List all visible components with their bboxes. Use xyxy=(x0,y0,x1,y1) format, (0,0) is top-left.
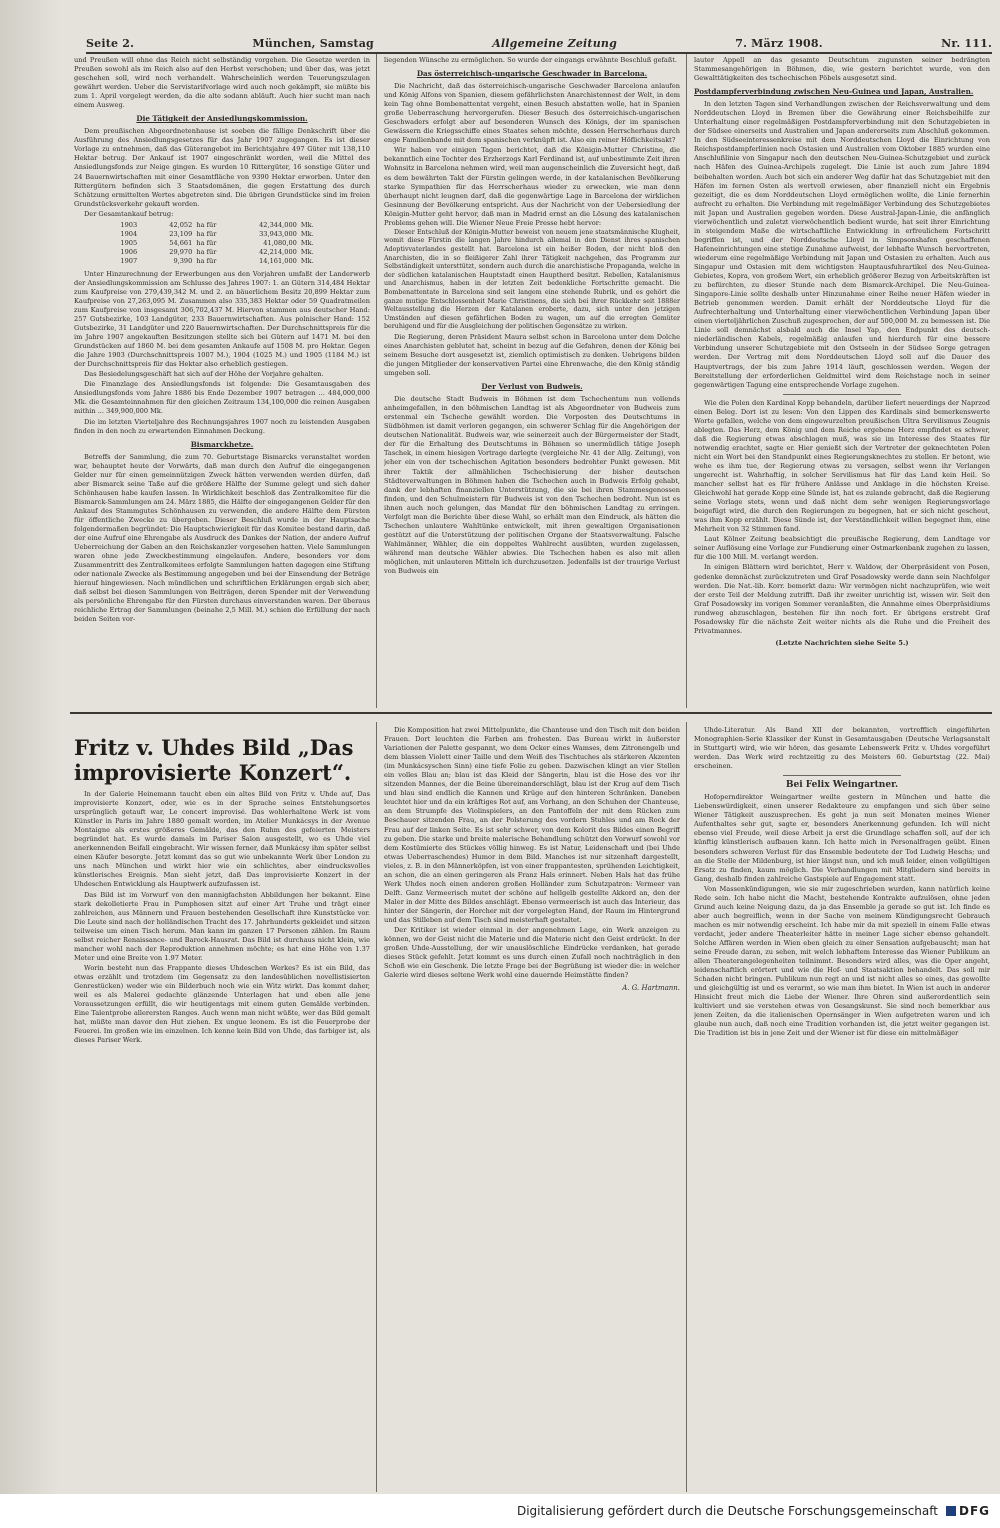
place-date: München, Samstag xyxy=(252,37,374,50)
col1-heading-bismarck: Bismarckhetze. xyxy=(190,439,254,449)
author-signature: A. G. Hartmann. xyxy=(622,984,680,993)
feuilleton-heading-weingartner: Bei Felix Weingartner. xyxy=(785,780,899,791)
purchase-cell-ha: 42,052 xyxy=(169,220,193,229)
purchase-cell-unit-mk: Mk. xyxy=(300,247,314,256)
purchase-cell-mk: 42,214,000 xyxy=(259,247,297,256)
feuilleton-paragraph: Hofoperndirektor Weingartner weilte gestern in München und hatte die Liebenswürdigkeit, einen unserer Redakteure zu empfangen und sich über seine Wiener Tätigkeit auszusprechen. Es geht ja nun seit Monaten meines Wiener Aufenthaltes sehr gut, sagte er, besonders Anerkennung gefunden. Ich will nicht ebenso viel Freude, weil diese Arbeit ja erst die Grundlage schaffen soll, auf der ich künftig künstlerisch aufbauen kann. Ich hatte mich in Personalfragen geübt. Einen besonders schweren Verlust für das Ensemble bedeutete der Tod Ludwig Heschs; und an die Stelle der Mildenburg, ist hier längst nun, und ich muß leider, einen vollgültigen Ersatz zu finden, kaum möglich. Die Verhandlungen mit Mitgliedern sind bereits in Gang, deshalb finden zahlreiche Gastspiele auf Engagement statt. xyxy=(694,793,990,883)
purchase-cell-unit-ha: ha für xyxy=(196,256,217,265)
column-rule xyxy=(686,722,687,1492)
col1-intro: und Preußen will ohne das Reich nicht selbständig vorgehen. Die Gesetze werden in Preußen sowohl als im Reich also auf den Herbst verschoben; und über das, was jetzt geschehen soll, wird noch verhandelt. Wahrscheinlich werden Teuerungszulagen gewährt werden. Ueber die Servistarifvorlage wird auch noch gekämpft, sie müßte bis zum 1. April vorgelegt werden, da die alte sodann abläuft. Auch hier sucht man nach einem Ausweg. xyxy=(74,56,370,110)
feuilleton-paragraph: Von Massenkündigungen, wie sie mir zugeschrieben wurden, kann natürlich keine Rede sein. Ich habe nicht die Macht, bestehende Kontrakte aufzulösen, ohne jeden Grund auch keine Neigung dazu, da ja das Ensemble ja gerade so gut ist. Ich finde es aber auch begreiflich, wenn in der Sache von meinem Kündigungsrecht Gebrauch machen es mir notwendig erscheint. Ich habe mir da mit speziell in einem Falle etwas verdacht, jeder andere Theaterleiter hätte in meiner Lage sicher ebenso gehandelt. Solche Affären werden in Wien eben gleich zu einer Sensation aufgebauscht; man hat seine Freude daran, zu sehen, mit welch lebhaftem Interesse das Wiener Publikum an allen Theaterangelegenheiten teilnimmt. Besonders wird alles, was die Oper angeht, leidenschaftlich erörtert und wie die Hof- und Staatsaktion behandelt. Das soll mir Schaden nicht bringen. Publikum nun regt an und ist nicht alles so eines, das gewollte und gleichgültig ist und es verarmt, so wie man ihm bietet. In Wien ist auch in anderer Hinsicht freut mich die Liebe der Wiener. Ihre Ohren sind außerordentlich sein kultiviert und sie verstehen etwas von Gesangskunst. Sie sind noch bemerkbar aus jenen Zeiten, da die italienischen Opernsänger in Wien aufgetreten waren und ich glaube nun auch, daß noch eine Tradition vorhanden ist, die jetzt weiter gegangen ist. Die Tradition ist bis in jene Zeit und der Wiener ist für diese ein mittelmäßiger xyxy=(694,884,990,1038)
column-2 xyxy=(384,56,680,708)
purchase-cell-mk: 14,161,000 xyxy=(259,256,297,265)
purchase-cell-mk: 33,943,000 xyxy=(259,229,297,238)
purchase-cell-unit-ha: ha für xyxy=(196,229,217,238)
dfg-logo xyxy=(946,1504,990,1518)
col3-paragraph: In einigen Blättern wird berichtet, Herr v. Waldow, der Oberpräsident von Posen, gedenke demnächst zurückzutreten und Graf Posadowsky werde dann sein Nachfolger werden. Die Nat.-lib. Korr. bemerkt dazu: Wir vermögen nicht nachzuprüfen, wie weit der erste Teil der Meldung zutrifft. Daß ihr zweiter unrichtig ist, wissen wir. Seit den Graf Posadowsky im vorigen Sommer veranlaßten, die Annahme eines Oberpräsidiums rundweg abzuschlagen, bestehen für ihn noch fort. Er übrigens erstrebt Graf Posadowsky für die nächste Zeit weiter nichts als die Ruhe und die Freiheit des Privatmannes. xyxy=(694,563,990,635)
section-rule xyxy=(70,712,992,714)
col2-paragraph: Die deutsche Stadt Budweis in Böhmen ist dem Tschechentum nun vollends anheimgefallen, in den böhmischen Landtag ist als Abgeordneter von Budweis zum erstenmal ein Tscheche gewählt worden. Die Vorposten des Deutschtums in Südböhmen ist damit verloren gegangen, ein schwerer Schlag für die Angehörigen der deutschen Nationalität. Budweis war, wie seinerzeit auch der Bürgermeister der Stadt, der für die Erhaltung des Deutschtums in Böhmen so unermüdlich tätige Joseph Taschek, in einem hiesigen Vortrage darlegte (vergleiche Nr. 41 der Allg. Zeitung), von jeher ein von der tschechischen Agitation besonders bedrohter Punkt gewesen. Mit ihrer Taktik der allmählichen Tschechisierung der bisher deutschen Städteverwaltungen in Böhmen haben die Tschechen auch in Budweis Erfolg gehabt, dank der lebhaften finanziellen Unterstützung, die sie bei ihren Stammesgenossen finden, und den Schulmeistern für Budweis ist von den Tschechen bedroht. Nun ist es ihnen auch noch gelungen, das Mandat für den böhmischen Landtag zu erringen. Verfolgt man die Berichte über diese Wahl, so erhält man den Eindruck, als hätten die Tschechen unlautere Wahltünke entwickelt, mit ihren gewaltigen Organisationen gestützt auf die Unterstützung der politischen Organe der Staatsverwaltung. Falsche Wahlmänner, Wähler, die ein doppeltes Wahlrecht ausübten, wurden zugelassen, während man deutsche Wähler abwies. Die Tschechen haben es also mit allen möglichen, mit unlauteren Mitteln ich durchzusetzen. Jedenfalls ist der traurige Verlust von Budweis ein xyxy=(384,395,680,576)
feuilleton-paragraph: Worin besteht nun das Frappante dieses Uhdeschen Werkes? Es ist ein Bild, das etwas erzählt und trotzdem (im Gegensatz zu den landesüblichen novellistisierten Genrestücken) weder wie ein Bilderbuch noch wie ein Witz wirkt. Das kommt daher, weil es als Malerei gedachte glänzende Unterlagen hat und eben alle jene Voraussetzungen erfüllt, die wir heutigentags mit einem guten Gemälde verbinden. Eine Talentprobe allerersten Ranges. Auch wenn man nicht wüßte, wer das Bild gemalt hat, müßte man davor den Hut ziehen. Ex ungue leonem. Es ist die Feuerprobe der Feuerei. Im großen wie im einzelnen. Ich kenne kein Bild von Uhde, das farbiger ist, als dieses Pariser Werk. xyxy=(74,963,370,1045)
col2-heading-geschwader: Das österreichisch-ungarische Geschwader in Barcelona. xyxy=(416,69,648,79)
col2-intro: liegenden Wünsche zu ermöglichen. So wurde der eingangs erwähnte Beschluß gefaßt. xyxy=(384,56,678,64)
page-edge-shadow xyxy=(0,0,60,1494)
purchase-cell-unit-mk: Mk. xyxy=(300,229,314,238)
purchase-cell-unit-mk: Mk. xyxy=(300,238,314,247)
col2-paragraph: Die Regierung, deren Präsident Maura selbst schon in Barcelona unter dem Dolche eines Anarchisten geblutet hat, scheint in bezug auf die Gefahren, denen der König bei seinem Besuche dort ausgesetzt ist, ziemlich optimistisch zu denken. Uebrigens bilden die jungen Mitglieder der konservativen Partei eine Ehrenwache, die den König ständig umgeben soll. xyxy=(384,332,680,378)
purchase-cell-mk: 42,344,000 xyxy=(259,220,297,229)
column-rule xyxy=(376,54,377,708)
purchase-cell-mk: 41,080,00 xyxy=(263,238,297,247)
col1-paragraph: Unter Hinzurechnung der Erwerbungen aus den Vorjahren umfaßt der Landerwerb der Ansiedlungskommission am Schlusse des Jahres 1907: 1. an Gütern 314,484 Hektar zum Kaufpreise von 279,439,342 M. und 2. an bäuerlichem Besitz 20,899 Hektar zum Kaufpreise von 27,263,095 M. Zusammen also 335,383 Hektar oder 59 Quadratmeilen zum Kaufpreise von insgesamt 306,702,437 M. Hiervon stammen aus deutscher Hand: 257 Gutsbezirke, 103 Landgüter, 233 Bauernwirtschaften. Aus polnischer Hand: 152 Gutsbezirke, 31 Landgüter und 220 Bauernwirtschaften. Der Durchschnittspreis für die im Jahre 1907 angekauften Besitzungen stellte sich bei Gütern auf 1471 M. bei den Grundstücken auf 1860 M. bei dem gesamten Ankaufe auf 1508 M. pro Hektar. Gegen die Jahre 1903 (Durchschnittspreis 1007 M.), 1904 (1025 M.) und 1905 (1184 M.) ist der Durchschnittspreis für das Hektar also erheblich gestiegen. xyxy=(74,269,370,369)
feuilleton-column-2 xyxy=(384,726,680,1490)
purchase-cell-year: 1903 xyxy=(120,220,138,229)
masthead xyxy=(86,30,992,54)
feuilleton-title: Fritz v. Uhdes Bild „Das improvisierte Konzert“. xyxy=(74,735,354,785)
col3-heading-postdampfer: Postdampferverbindung zwischen Neu-Guinea und Japan, Australien. xyxy=(694,87,974,97)
feuilleton-column-1 xyxy=(74,790,370,1490)
col2-paragraph: Die Nachricht, daß das österreichisch-ungarische Geschwader Barcelona anlaufen und König Alfons von Spanien, diesem gefährlichsten Anarchistennest der Welt, in dem kein Tag ohne Bombenattentat vergeht, einen Besuch abstatten wolle, hat in Spanien große Ueberraschung hervorgerufen. Dieser Besuch des österreichisch-ungarischen Geschwaders erfolgt aber auf besonderen Wunsch des Königs, der im spanischen Gewässern die Kriegsschiffe eines Staates sehen möchte, dessen Herrscherhaus durch enge Familienbande mit dem spanischen verknüpft ist. Also ein reiner Höflichkeitsakt? xyxy=(384,82,680,145)
issue-number: Nr. 111. xyxy=(941,37,992,50)
continuation-note: (Letzte Nachrichten siehe Seite 5.) xyxy=(775,638,909,647)
purchase-cell-year: 1904 xyxy=(120,229,138,238)
feuilleton-column-3 xyxy=(694,726,990,1490)
dfg-logo-icon xyxy=(946,1506,956,1516)
purchase-cell-ha: 54,661 xyxy=(169,238,193,247)
purchase-cell-ha: 29,970 xyxy=(169,247,193,256)
col1-paragraph: Die Finanzlage des Ansiedlungsfonds ist folgende: Die Gesamtausgaben des Ansiedlungsfonds vom Jahre 1886 bis Ende Dezember 1907 betragen ... 484,000,000 Mk. die Gesamteinnahmen für den gleichen Zeitraum 134,100,000 die reinen Ausgaben mithin ... 349,900,000 Mk. xyxy=(74,380,370,416)
column-rule xyxy=(686,54,687,708)
purchase-cell-unit-ha: ha für xyxy=(196,238,217,247)
column-1 xyxy=(74,56,370,708)
feuilleton-paragraph: Die Komposition hat zwei Mittelpunkte, die Chanteuse und den Tisch mit den beiden Frauen. Dort leuchten die Farben am frohesten. Das Bureau wirkt in äußerster Variationen der Palette gespannt, wo dem Ocker eines Wamses, dem Zitronengelb und dem blassen Violett einer Taille und dem Weiß des Tischtuches als stärkeren Akzenten (im Munkácsyschen Sinn) eine tiefe Folie zu geben. Dazwischen klingt an vier Stellen ein volles Blau an; blau ist das Kleid der Sängerin, blau ist die Hose des vor ihr sitzenden Mannes, der die Beine übereinanderschlägt, blau ist der Krug auf dem Tisch und blau sind endlich die Kannen und Krüge auf den hinteren Schränken. Daneben leuchtet hier und da ein kräftiges Rot auf, am Vorhang, an den Schuhen der Chanteuse, an dem Strumpfe des Violinspielers, an den Pantoffeln der mit dem Rücken zum Beschauer sitzenden Frau, an der Polsterung des vordern Stuhles und am Rock der Frau auf der linken Seite. Es ist sehr schwer, von dem Kolorit des Bildes einen Begriff zu geben. Die starke und breite malerische Behandlung schützt den Vorwurf sowohl vor dem Kostümierte des Stückes völlig hinweg. Es ist Natur, Leidenschaft und (bei Uhde etwas Ueberraschendes) Humor in dem Bild. Manches ist nur sitzenhaft dargestellt, vieles, z. B. in den Männerköpfen, ist von einer frappantesten, sprühenden Leichtigkeit, an schon, die an einen geringeren als Franz Hals erinnert. Neben Hals hat das frühe Werk Uhdes noch einen anderen großen Holländer zum Schutzpatron: Vermeer van Delft. Ganz Vermeerisch mutet der schöne auf hellgelb gestellte Akkord an, den der Maler in der Mitte des Bildes anschlägt. Ebenso vermeerisch ist auch das Interieur, das hinter der Sängerin, der Horcher mit der vorgelegten Hand, der Raum im Hintergrund und das Stilleben auf dem Tisch sind meisterhaft gestaltet. xyxy=(384,726,680,924)
newspaper-title: Allgemeine Zeitung xyxy=(492,37,617,50)
col1-paragraph: Dem preußischen Abgeordnetenhause ist soeben die fällige Denkschrift über die Ausführung des Ansiedlungsgesetzes für das Jahr 1907 zugegangen. Es ist dieser Vorlage zu entnehmen, daß das Güterangebot im Berichtsjahre 497 Güter mit 138,110 Hektar betrug. Der Ankauf ist 1907 eingeschränkt worden, weil die Mittel des Ansiedlungsfonds zur Neige gingen. Es wurden 10 Rittergüter, 16 sonstige Güter und 24 Bauernwirtschaften mit einer Gesamtfläche von 9390 Hektar erworben. Unter den Rittergütern befinden sich 3 Staatsdomänen, die gegen Erstattung des durch Schätzung ermittelten Wertes abgetreten sind. Die übrigen Grundstücke sind im freien Grundstücksverkehr gekauft worden. xyxy=(74,127,370,208)
col1-paragraph: Das Besiedelungsgeschäft hat sich auf der Höhe der Vorjahre gehalten. xyxy=(84,370,324,379)
purchase-cell-year: 1905 xyxy=(120,238,138,247)
feuilleton-paragraph: In der Galerie Heinemann taucht eben ein altes Bild von Fritz v. Uhde auf, Das improvisierte Konzert, oder, wie es in der Sprache seines Entstehungsortes ursprünglich getauft war, Le concert improvisé. Das wohlerhaltene Werk ist vom Künstler in Paris im Jahre 1880 gemalt worden, im Atelier Munkácsys in der Avenue Montaigne als erstes größeres Gemälde, das den Ruhm des gefeierten Meisters begründet hat. Es wurde damals im Pariser Salon ausgestellt, wo es Uhde viel anerkennenden Beifall eingebracht. Wir wissen ferner, daß Munkácsy ihm später selbst einen Käufer besorgte. Jetzt kommt das so gut wie unbekannte Werk über London zu uns nach München und wirkt hier wie ein schlichtes, aber eindrucksvolles künstlerisches Ereignis. Man sieht jetzt, daß Das improvisierte Konzert in der Uhdeschen Entwicklung als Hauptwerk aufzufassen ist. xyxy=(74,790,370,889)
dfg-logo-text: DFG xyxy=(958,1504,990,1518)
col1-paragraph: Die im letzten Vierteljahre des Rechnungsjahres 1907 noch zu leistenden Ausgaben finden in den noch zu erwartenden Einnahmen Deckung. xyxy=(74,417,370,435)
table-caption: Der Gesamtankauf betrug: xyxy=(84,209,174,218)
purchase-cell-ha: 23,109 xyxy=(169,229,193,238)
purchase-cell-unit-ha: ha für xyxy=(196,247,217,256)
purchase-table-row xyxy=(118,239,325,248)
column-rule xyxy=(376,722,377,1492)
issue-date: 7. März 1908. xyxy=(735,37,823,50)
col1-heading-ansiedlung: Die Tätigkeit der Ansiedlungskommission. xyxy=(136,114,308,124)
article-divider xyxy=(783,775,901,776)
article-divider xyxy=(783,394,901,395)
purchase-table-row xyxy=(118,248,325,257)
funding-notice: Digitalisierung gefördert durch die Deutsche Forschungsgemeinschaft xyxy=(516,1504,938,1518)
purchase-table xyxy=(118,221,325,266)
purchase-cell-unit-mk: Mk. xyxy=(300,220,314,229)
col3-paragraph: Wie die Polen den Kardinal Kopp behandeln, darüber liefert neuerdings der Naprzod einen Beleg. Dort ist zu lesen: Von den Lippen des Kardinals sind bemerkenswerte Worte gefallen, welche von dem eingewurzelten preußischen Ultra Servilismus Zeugnis ablegten. Das Herz, dem König und dem Reiche ergebene Herz empfindet es schwer, daß die Regierung etwas abschlagen muß, was sie im Interesse des Staates für notwendig erachtet, sagte er. Hier genießt sich der Vertreter der geknechteten Polen nicht ein Wort bei den Standpunkt eines Regierungsknechtes zu stellen. Er betont, wie wehe es ihm tue, der Regierung etwas zu versagen, selbst wenn ihr Verlangen ungerecht ist. Wahrhaftig, in solcher Servilismus hat für das Land kein Heil. So mancher selbst hat es für frühere Anlässe und Anklage in die höchsten Kreise. Gleichwohl hat gerade Kopp eine Sünde ist, hat es zulande gebracht, daß die Regierung seine Vorlage stets, wenn und daß nicht dem sehr wenigen Regierungsvorlage beigefügt wird, die durch den Regierungen zu begegnen, hat er sich nicht gescheut, was ihm Kopp erzählt. Diese Sünde ist, der Verständlichkeit willen begegnet ihm, eine Mehrheit von 32 Stimmen fand. xyxy=(694,398,990,534)
col3-paragraph: In den letzten Tagen sind Verhandlungen zwischen der Reichsverwaltung und dem Norddeutschen Lloyd in Bremen über die Gewährung einer Reichsbeihilfe zur Unterhaltung einer regelmäßigen Postdampferverbindung mit den Schutzgebieten in der Südsee einerseits und Australien und Japan andererseits zum Abschluß gekommen. In den Südseeinteressenkreise mit dem Norddeutschen Lloyd die Einrichtung von Reichspostdampferlinien nach Ostasien und Australien vom Oktober 1885 wurden eine Anschlußlinie von Singapur nach den deutschen Neu-Guinea-Schutzgebiet und zurück nach Häfen des Guinea-Archipels zugelegt. Die Linie ist auch zum Jahre 1894 beibehalten worden. Auch bot sich ein anderer Weg dafür hat das Schutzgebiet mit den Häfen im fernen Osten als wertvoll erwiesen, aber finanziell nicht ein Ergebnis gezeitigt, die es dem Norddeutschen Lloyd ermöglichen wollte, die Linie fernerhin aufrecht zu erhalten. Die Verbindung mit regelmäßiger Verbindung des Schutzgebietes mit Japan und Australien gegeben worden. Diese Austral-Japan-Linie, die anfänglich vierwöchentlich und zuletzt vierwöchentlich bedient wurde, hat seit ihrer Einrichtung in steigendem Maße die wirtschaftliche Entwicklung in erfreulichem Fortschritt begriffen ist, und der Norddeutsche Lloyd in Simpsonshafen geschaffenen Hafeneinrichtungen eine stetige Zunahme aufweist, der lebhafte Wunsch hervortreten, wiederum eine regelmäßige Verbindung mit Japan und Ostasien zu erhalten. Auch aus Singapur und Ostasien mit dem wichtigsten Hauptausfuhrartikel des Neu-Guinea-Gebietes, Kopra, von großem Wert, ein erheblich größerer Bezug von Arbeitskräften ist zu befürchten, zu dieser Stunde nach dem Bismarck-Archipel. Die Neu-Guinea-Singapore-Linie sollte deshalb unter Hinzunahme einer Reihe neuer Häfen wieder in Betrieb genommen werden. Damit erhält der Norddeutsche Lloyd für die Aufrechterhaltung und Unterhaltung einer vierwöchentlichen Verbindung Japan über einen vierteljährlichen Zuschuß zugesprochen, der auf 500,000 M. zu bemessen ist. Die Linie soll demnächst alsbald auch die Insel Yap, den Endpunkt des deutsch-niederländischen Kabels, regelmäßig anlaufen und hierdurch für eine bessere Verbindung unserer Schutzgebiete mit den Ostseeln in der Südsee Sorge getragen werden. Der Vertrag mit dem Norddeutschen Lloyd soll auf die Dauer des Hauptvertrags, der bis zum Jahre 1914 läuft, geschlossen werden. Wegen der Bereitstellung der erforderlichen Geldmittel wird dem Reichstage noch in seiner gegenwärtigen Tagung eine entsprechende Vorlage zugehen. xyxy=(694,100,990,389)
purchase-cell-year: 1907 xyxy=(120,256,138,265)
col1-paragraph: Betreffs der Sammlung, die zum 70. Geburtstage Bismarcks veranstaltet worden war, behauptet heute der Vorwärts, daß man durch den Aufruf die eingegangenen Gelder nur für einen gemeinnützigen Zweck hätten verwenden werden dürfen, daß aber Bismarck seine Taße auf die größere Hälfte der Summe gelegt und sich daher Schönhausen habe kaufen lassen. In Wirklichkeit beschloß das Zentralkomitee für die Bismarck-Sammlungen am 24. März 1885, die Hälfte der eingegangenen Gelder für den Ankauf des Stammgutes Schönhausen zu verwenden, die andere Hälfte dem Fürsten für öffentliche Zwecke zu übergeben. Dieser Beschluß wurde in der Hauptsache folgendermaßen begründet: Die Hauptschwierigkeit für das Komitee bestand darin, daß der eine Aufruf eine Ehrengabe als Ausdruck des Dankes der Nation, der andere Aufruf Ueberreichung der Gaben an den Reichskanzler vorgesehen hatten. Viele Sammlungen waren ohne jede Zweckbestimmung eingelaufen. Andere, besonders vor dem Zusammentritt des Zentralkomitees erfolgte Sammlungen hatten dagegen eine Stiftung oder nationale Zwecke als Bestimmung angegeben und bei der Einsendung der Beträge hierauf hingewiesen. Nach mündlichen und schriftlichen Erklärungen ergab sich aber, daß selbst bei diesen Sammlungen von Beiträgen, deren Spender mit der Verwendung als persönliche Ehrengabe für den Fürsten durchaus einverstanden waren. Der überaus reichliche Ertrag der Sammlungen (beinahe 2,5 Mill. M.) schien die Erfüllung der nach beiden Seiten vor- xyxy=(74,452,370,624)
purchase-cell-unit-mk: Mk. xyxy=(300,256,314,265)
purchase-table-row xyxy=(118,230,325,239)
digitization-footer xyxy=(0,1494,1000,1528)
page-number: Seite 2. xyxy=(86,37,135,50)
purchase-table-row xyxy=(118,257,325,266)
purchase-cell-ha: 9,390 xyxy=(173,256,193,265)
col3-intro: lauter Appell an das gesamte Deutschtum zugunsten seiner bedrängten Stammesangehörigen in Böhmen, die, wie gestern berichtet wurde, von den Gewalttätigkeiten des tschechischen Pöbels ausgesetzt sind. xyxy=(694,56,990,83)
col3-paragraph: Laut Kölner Zeitung beabsichtigt die preußische Regierung, dem Landtage vor seiner Auflösung eine Vorlage zur Fundierung einer Ostmarkenbank zugehen zu lassen, für die 100 Mill. M. verlangt werden. xyxy=(694,535,990,562)
col2-heading-budweis: Der Verlust von Budweis. xyxy=(481,382,583,392)
feuilleton-paragraph: Uhde-Literatur. Als Band XII der bekannten, vortrefflich eingeführten Monographien-Serie Klassiker der Kunst in Gesamtausgaben (Deutsche Verlagsanstalt in Stuttgart) wird, wie wir hören, das gesamte Lebenswerk Fritz v. Uhdes vorgeführt werden. Das Werk wird rechtzeitig zu des Meisters 60. Geburtstag (22. Mai) erscheinen. xyxy=(694,726,990,771)
col2-quote: Dieser Entschluß der Königin-Mutter beweist von neuem jene staatsmännische Klugheit, womit diese Fürstin die langen Jahre hindurch allemal in den Dienst ihres spanischen Adoptivvaterlandes gestellt hat. Barcelona ist ein heißer Boden, der nicht bloß den Anarchisten, die in so fleißigerer Zahl ihrer Tätigkeit nachgehen, das Programm zur Selbständigkeit untersttützt, sondern auch durch die anarchistische Propaganda, welche in der südlichen katalanischen Hauptstadt einen Hauptherd besitzt. Rebellen, Katalanismus und Anarchismus, haben in der letzten Zeit bedenkliche Fortschritte gemacht. Die Bombenattentate in Barcelona sind seit langem eine stehende Rubrik, und es gehört die ganze mutige Entschlossenheit Marie Christinens, die sich bei ihrer Rückkehr seit 1888er Weltausstellung die Herzen der Katalanen eroberte, dazu, sich unter den jetzigen Umständen auf diesen gefährlichen Boden zu wagen, um auf die erregten Gemüter beruhigend und für die Ausgleichung der politischen Gegensätze zu wirken. xyxy=(384,228,680,331)
column-3 xyxy=(694,56,990,708)
purchase-table-row xyxy=(118,221,325,230)
purchase-cell-year: 1906 xyxy=(120,247,138,256)
feuilleton-paragraph: Der Kritiker ist wieder einmal in der angenehmen Lage, ein Werk anzeigen zu können, wo der Geist nicht die Materie und die Materie nicht den Geist erdrückt. In der großen Uhde-Ausstellung, der wir unauslöschliche Eindrücke verdanken, hat gerade dieses Stück gefehlt. Jetzt kommt es uns durch einen Zufall noch nachträglich in den Schoß wie ein Geschenk. Die letzte Frage bei der Begrüßung ist wieder die: in welcher Galerie wird dieses seltene Werk wohl eine dauernde Heimstätte finden? xyxy=(384,926,680,980)
purchase-cell-unit-ha: ha für xyxy=(196,220,217,229)
feuilleton-paragraph: Das Bild ist im Vorwurf von den mannigfachsten Abbildungen her bekannt. Eine stark dekolletierte Frau in Pumphosen sitzt auf einer Art Truhe und trägt einer zahlreichen, aus Männern und Frauen bestehenden Gesellschaft ihre Kunststücke vor. Die Leute sind nach der holländischen Tracht des 17. Jahrhunderts gekleidet und sitzen teilweise um einen Tisch herum. Man kann im ganzen 17 Personen zählen. Im Raum selbst reicher Renaissance- und Barock-Hausrat. Das Bild ist durchaus nicht klein, wie mancher wohl nach der Reproduktion annehmen möchte; es hat eine Höhe von 1.37 Meter und eine Breite von 1.97 Meter. xyxy=(74,890,370,962)
col2-paragraph: Wir haben vor einigen Tagen berichtet, daß die Königin-Mutter Christine, die bekanntlich eine Tochter des Erzherzogs Karl Ferdinand ist, auf unbestimmte Zeit ihren Wohnsitz in Barcelona nehmen wird, weil man augenscheinlich die Zuversicht hegt, daß es dem bewährten Takt der Fürstin gelingen werde, in der katalanischen Bevölkerung starke Sympathien für das Herrscherhaus wieder zu erwecken, wie man denn überhaupt nicht leugnen darf, daß die gegenwärtige Lage in Barcelona der wirklichen Gesinnung der Bevölkerung entspricht. Aus der Nachricht von der Uebersiedlung der Königin-Mutter geht hervor, daß man in Madrid ernst an die Lösung des katalanischen Problems gehen will. Die Wiener Neue Freie Presse hebt hervor: xyxy=(384,146,680,227)
